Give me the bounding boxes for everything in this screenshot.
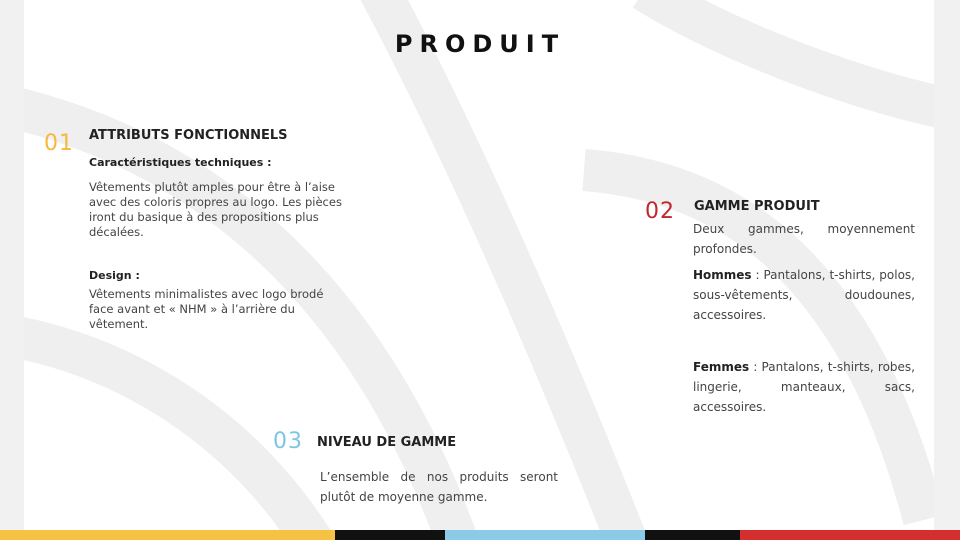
text-hommes: [693, 265, 915, 325]
section-heading-attributs: ATTRIBUTS FONCTIONNELS: [89, 128, 288, 143]
text-caracteristiques: Vêtements plutôt amples pour être à l’aise avec des coloris propres au logo. Les pièces iront du basique à des propositions plus décalées.: [89, 180, 342, 239]
subheading-caracteristiques: Caractéristiques techniques :: [89, 156, 272, 169]
bar-segment-yellow: [0, 530, 335, 540]
bottom-color-bar: [0, 530, 960, 540]
text-design: Vêtements minimalistes avec logo brodé face avant et « NHM » à l’arrière du vêtement.: [89, 287, 324, 331]
text-gamme-intro: Deux gammes, moyennement profondes.: [693, 222, 915, 256]
text-niveau: L’ensemble de nos produits seront plutôt de moyenne gamme.: [320, 470, 558, 504]
text-femmes-list: : Pantalons, t-shirts, robes, lingerie, manteaux, sacs, accessoires.: [693, 360, 915, 414]
bar-segment-red: [740, 530, 960, 540]
section-number-01: 01: [44, 131, 74, 156]
label-hommes: Hommes: [693, 268, 752, 282]
text-femmes: [693, 357, 915, 417]
section-number-02: 02: [645, 199, 675, 224]
text-hommes-list: : Pantalons, t-shirts, polos, sous-vêtements, doudounes, accessoires.: [693, 268, 915, 322]
section-heading-gamme-produit: GAMME PRODUIT: [694, 199, 820, 214]
bar-segment-black-1: [335, 530, 445, 540]
section-heading-niveau: NIVEAU DE GAMME: [317, 435, 457, 450]
subheading-design: Design :: [89, 269, 140, 282]
bar-segment-black-2: [645, 530, 740, 540]
page-title: PRODUIT: [394, 30, 566, 58]
bar-segment-blue: [445, 530, 645, 540]
label-femmes: Femmes: [693, 360, 750, 374]
section-number-03: 03: [273, 429, 303, 454]
